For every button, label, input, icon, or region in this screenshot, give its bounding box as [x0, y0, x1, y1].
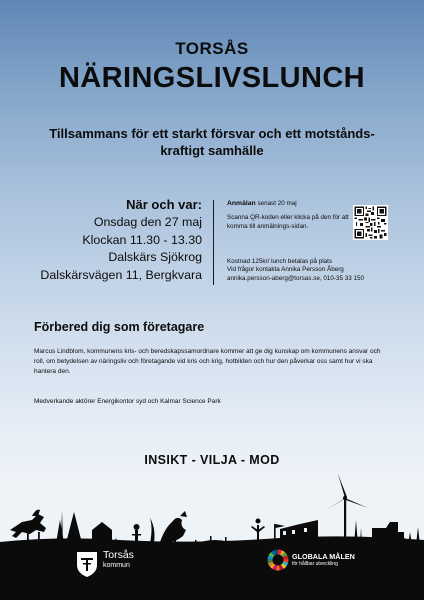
signup-block — [227, 200, 351, 237]
where-when-block — [40, 196, 202, 284]
qr-code-icon[interactable] — [353, 205, 388, 240]
kicker-heading: TORSÅS — [175, 39, 249, 58]
section-body: Marcus Lindblom, kommunens kris- och beredskapssamordnare kommer att ge dig kunskap om kommunens ansvar och roll, om betydelsen av näringsliv och företagande vid kris och krig, hotbilden och hur den påverkar oss samt hur vi ska hantera den. — [34, 348, 381, 376]
where-when-heading: När och var: — [126, 197, 202, 212]
event-time: Klockan 11.30 - 13.30 — [82, 232, 202, 247]
globala-malen-subtitle: för hållbar utveckling — [292, 561, 338, 567]
vertical-divider — [213, 200, 214, 285]
signup-deadline: senast 20 maj — [255, 200, 297, 207]
torsas-name: Torsås — [103, 549, 134, 561]
event-address: Dalskärsvägen 11, Bergkvara — [40, 267, 202, 282]
globala-malen-name: GLOBALA MÅLEN — [292, 552, 355, 561]
cost-text: Kostnad 125kr/ lunch betalas på plats — [227, 258, 333, 265]
subtitle: Tillsammans för ett starkt försvar och ett motstånds-kraftigt samhälle — [49, 126, 375, 158]
slogan: INSIKT - VILJA - MOD — [144, 453, 280, 467]
partners-text: Medverkande aktörer Energikontor syd och Kalmar Science Park — [34, 398, 221, 405]
event-venue: Dalskärs Sjökrog — [108, 250, 202, 264]
signup-instructions: Scanna QR-koden eller klicka på den för att komma till anmälnings-sidan. — [227, 214, 349, 230]
globala-malen-logo — [267, 549, 387, 573]
torsas-shield-icon — [75, 550, 99, 578]
torsas-subtitle: kommun — [103, 562, 130, 569]
contact-email-phone[interactable]: annika.persson-aberg@torsas.se, 010-35 33 150 — [227, 274, 364, 282]
cost-contact-block — [227, 258, 417, 283]
section-heading: Förbered dig som företagare — [34, 320, 205, 334]
sdg-wheel-icon — [267, 549, 289, 571]
torsas-kommun-logo — [75, 549, 145, 579]
page-title: NÄRINGSLIVSLUNCH — [58, 62, 366, 94]
signup-lead: Anmälan — [227, 200, 256, 207]
event-date: Onsdag den 27 maj — [93, 215, 202, 229]
skyline-silhouette — [0, 470, 424, 600]
contact-text: Vid frågor kontakta Annika Persson Åberg — [227, 266, 344, 274]
